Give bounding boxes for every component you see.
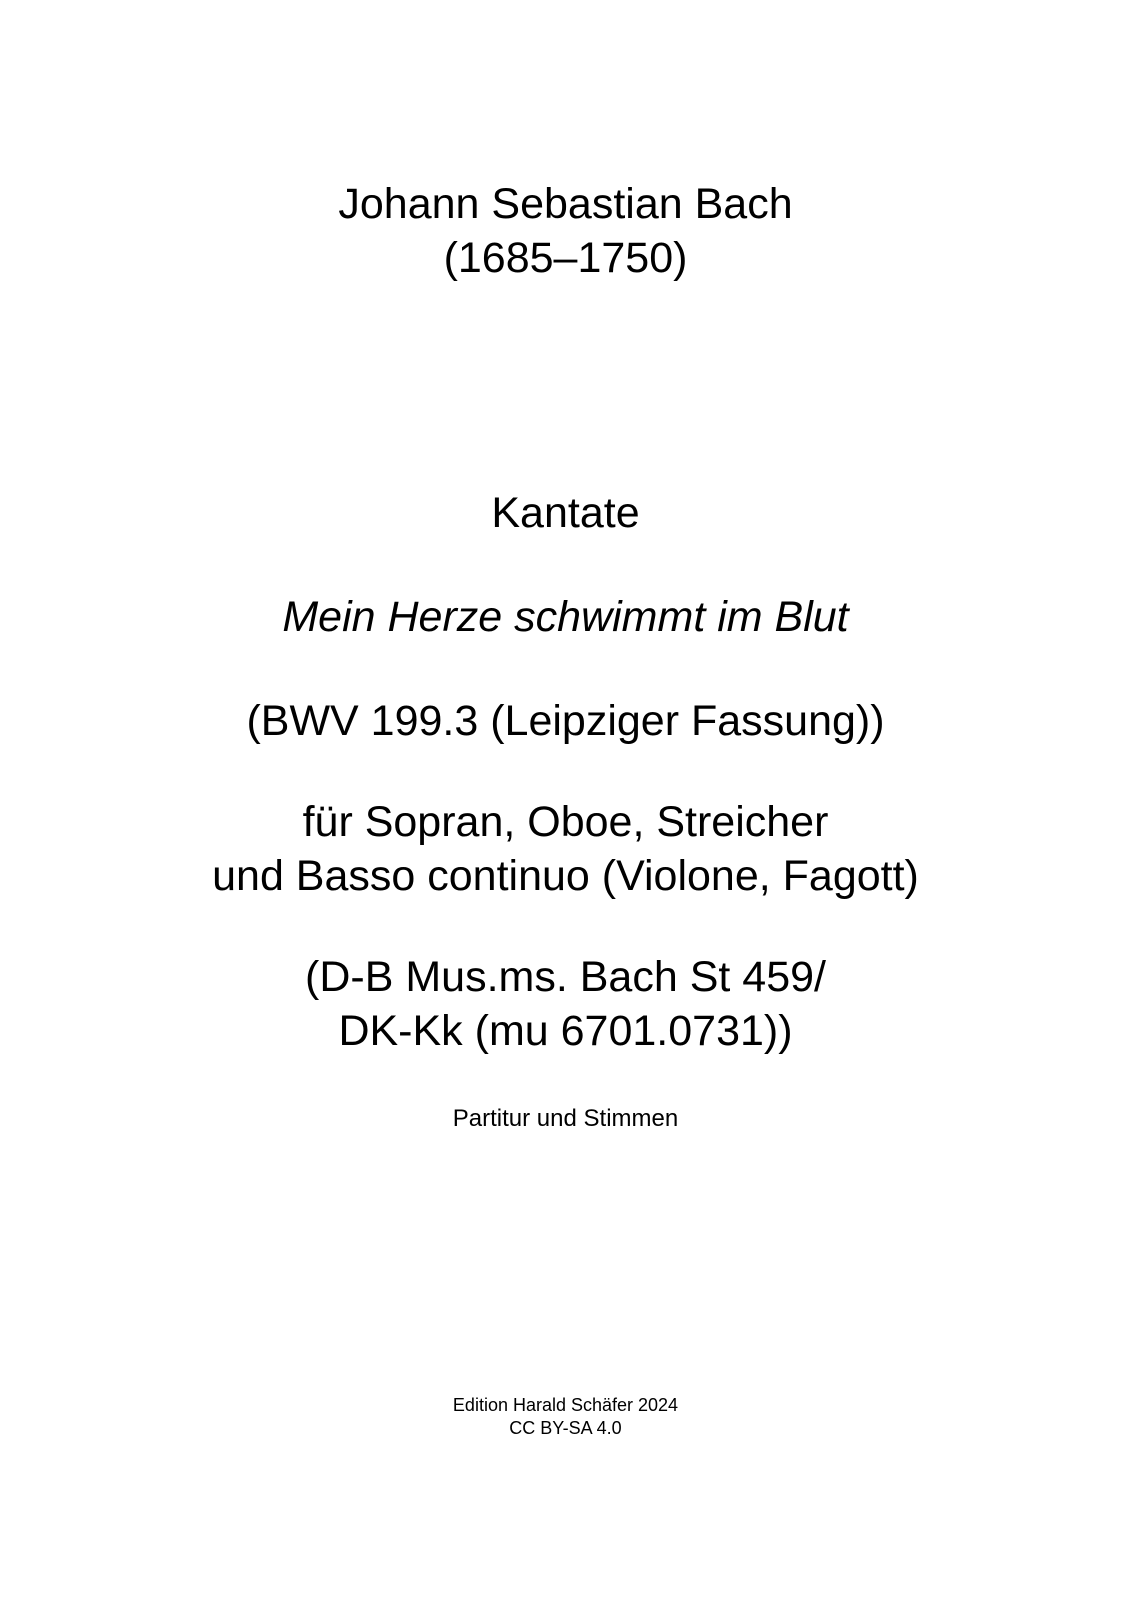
composer-name: Johann Sebastian Bach [338,180,793,228]
source-line-2: DK-Kk (mu 6701.0731)) [338,1007,793,1055]
work-catalog: (BWV 199.3 (Leipziger Fassung)) [246,697,885,745]
publisher: Edition Harald Schäfer 2024 [452,1395,679,1415]
source-line-1: (D-B Mus.ms. Bach St 459/ [305,953,826,1001]
work-genre: Kantate [491,489,640,537]
composer-dates: (1685–1750) [443,234,688,282]
scoring-line-2: und Basso continuo (Violone, Fagott) [212,852,919,900]
edition-type: Partitur und Stimmen [452,1105,679,1132]
scoring-line-1: für Sopran, Oboe, Streicher [302,798,829,846]
work-title: Mein Herze schwimmt im Blut [282,593,849,641]
license: CC BY-SA 4.0 [509,1418,622,1438]
